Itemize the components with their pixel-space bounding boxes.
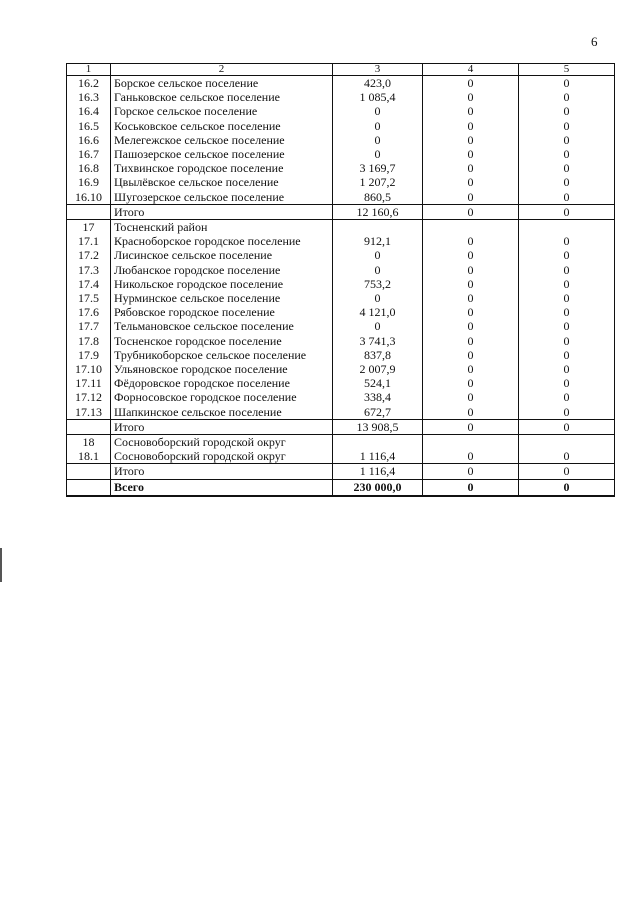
column-5-cell: 0 [519, 305, 615, 319]
row-number-cell: 16.6 [67, 133, 111, 147]
row-number-cell: 16.2 [67, 76, 111, 91]
table-row [67, 133, 615, 147]
name-cell: Итого [111, 204, 333, 219]
row-number-cell: 16.3 [67, 90, 111, 104]
column-header: 2 [111, 64, 333, 76]
table-row [67, 319, 615, 333]
name-cell: Цвылёвское сельское поселение [111, 175, 333, 189]
amount-cell: 0 [333, 119, 423, 133]
table-row [67, 234, 615, 248]
name-cell: Любанское городское поселение [111, 263, 333, 277]
amount-cell: 423,0 [333, 76, 423, 91]
column-5-cell: 0 [519, 76, 615, 91]
amount-cell: 0 [333, 291, 423, 305]
row-number-cell: 16.7 [67, 147, 111, 161]
amount-cell [333, 220, 423, 235]
column-4-cell: 0 [423, 319, 519, 333]
table-row [67, 277, 615, 291]
column-4-cell: 0 [423, 263, 519, 277]
name-cell: Тельмановское сельское поселение [111, 319, 333, 333]
name-cell: Трубникоборское сельское поселение [111, 348, 333, 362]
amount-cell: 13 908,5 [333, 419, 423, 434]
table-row [67, 175, 615, 189]
column-5-cell: 0 [519, 204, 615, 219]
name-cell: Форносовское городское поселение [111, 390, 333, 404]
subtotal-row [67, 419, 615, 434]
amount-cell: 0 [333, 319, 423, 333]
column-header: 4 [423, 64, 519, 76]
district-row [67, 435, 615, 450]
amount-cell: 1 116,4 [333, 449, 423, 464]
column-5-cell: 0 [519, 291, 615, 305]
row-number-cell: 17.12 [67, 390, 111, 404]
row-number-cell: 17.4 [67, 277, 111, 291]
column-4-cell: 0 [423, 190, 519, 205]
column-5-cell [519, 435, 615, 450]
row-number-cell: 17.13 [67, 405, 111, 420]
name-cell: Фёдоровское городское поселение [111, 376, 333, 390]
column-4-cell: 0 [423, 376, 519, 390]
column-4-cell: 0 [423, 90, 519, 104]
row-number-cell: 16.8 [67, 161, 111, 175]
row-number-cell: 17.5 [67, 291, 111, 305]
table-row [67, 449, 615, 464]
amount-cell: 0 [333, 104, 423, 118]
column-4-cell: 0 [423, 119, 519, 133]
table-row [67, 104, 615, 118]
row-number-cell: 17.2 [67, 248, 111, 262]
table-row [67, 376, 615, 390]
table-row [67, 334, 615, 348]
column-4-cell: 0 [423, 291, 519, 305]
column-4-cell: 0 [423, 204, 519, 219]
row-number-cell [67, 479, 111, 496]
column-4-cell: 0 [423, 76, 519, 91]
name-cell: Мелегежское сельское поселение [111, 133, 333, 147]
column-5-cell: 0 [519, 376, 615, 390]
column-5-cell: 0 [519, 479, 615, 496]
subtotal-row [67, 464, 615, 479]
column-5-cell: 0 [519, 277, 615, 291]
page-number: 6 [591, 34, 598, 49]
column-5-cell: 0 [519, 348, 615, 362]
column-4-cell: 0 [423, 405, 519, 420]
amount-cell: 0 [333, 147, 423, 161]
table-row [67, 161, 615, 175]
table-row [67, 305, 615, 319]
table-row [67, 405, 615, 420]
amount-cell: 338,4 [333, 390, 423, 404]
column-5-cell: 0 [519, 419, 615, 434]
column-4-cell: 0 [423, 161, 519, 175]
name-cell: Ганьковское сельское поселение [111, 90, 333, 104]
name-cell: Ульяновское городское поселение [111, 362, 333, 376]
name-cell: Сосновоборский городской округ [111, 449, 333, 464]
name-cell: Лисинское сельское поселение [111, 248, 333, 262]
row-number-cell: 16.4 [67, 104, 111, 118]
column-5-cell: 0 [519, 190, 615, 205]
column-5-cell: 0 [519, 104, 615, 118]
column-4-cell: 0 [423, 479, 519, 496]
row-number-cell: 17.6 [67, 305, 111, 319]
column-4-cell: 0 [423, 449, 519, 464]
column-4-cell: 0 [423, 175, 519, 189]
amount-cell: 753,2 [333, 277, 423, 291]
name-cell: Рябовское городское поселение [111, 305, 333, 319]
column-5-cell: 0 [519, 405, 615, 420]
amount-cell: 1 085,4 [333, 90, 423, 104]
name-cell: Никольское городское поселение [111, 277, 333, 291]
amount-cell: 2 007,9 [333, 362, 423, 376]
amount-cell: 0 [333, 248, 423, 262]
row-number-cell: 17.1 [67, 234, 111, 248]
column-5-cell: 0 [519, 464, 615, 479]
table-row [67, 76, 615, 91]
table-row [67, 348, 615, 362]
row-number-cell: 17.8 [67, 334, 111, 348]
column-4-cell: 0 [423, 464, 519, 479]
name-cell: Шугозерское сельское поселение [111, 190, 333, 205]
column-4-cell: 0 [423, 362, 519, 376]
table-row [67, 263, 615, 277]
row-number-cell [67, 419, 111, 434]
amount-cell: 837,8 [333, 348, 423, 362]
row-number-cell: 16.9 [67, 175, 111, 189]
name-cell: Тосненское городское поселение [111, 334, 333, 348]
row-number-cell: 16.10 [67, 190, 111, 205]
name-cell: Тосненский район [111, 220, 333, 235]
column-4-cell: 0 [423, 334, 519, 348]
column-4-cell: 0 [423, 147, 519, 161]
name-cell: Нурминское сельское поселение [111, 291, 333, 305]
column-4-cell: 0 [423, 248, 519, 262]
column-5-cell: 0 [519, 319, 615, 333]
column-5-cell: 0 [519, 362, 615, 376]
column-5-cell: 0 [519, 175, 615, 189]
row-number-cell: 18 [67, 435, 111, 450]
name-cell: Коськовское сельское поселение [111, 119, 333, 133]
column-4-cell: 0 [423, 348, 519, 362]
column-number-row [67, 64, 615, 76]
row-number-cell: 16.5 [67, 119, 111, 133]
district-row [67, 220, 615, 235]
column-header: 5 [519, 64, 615, 76]
name-cell: Итого [111, 419, 333, 434]
name-cell: Всего [111, 479, 333, 496]
column-4-cell: 0 [423, 419, 519, 434]
amount-cell: 4 121,0 [333, 305, 423, 319]
amount-cell: 230 000,0 [333, 479, 423, 496]
subtotal-row [67, 204, 615, 219]
row-number-cell: 17.10 [67, 362, 111, 376]
table-row [67, 119, 615, 133]
table-row [67, 362, 615, 376]
row-number-cell [67, 464, 111, 479]
column-5-cell: 0 [519, 234, 615, 248]
grand-total-row [67, 479, 615, 496]
amount-cell: 12 160,6 [333, 204, 423, 219]
amount-cell: 0 [333, 263, 423, 277]
column-5-cell: 0 [519, 449, 615, 464]
column-5-cell: 0 [519, 119, 615, 133]
row-number-cell [67, 204, 111, 219]
column-5-cell: 0 [519, 161, 615, 175]
column-4-cell: 0 [423, 104, 519, 118]
column-5-cell: 0 [519, 334, 615, 348]
column-4-cell: 0 [423, 390, 519, 404]
table-row [67, 291, 615, 305]
allocation-table [66, 63, 615, 497]
name-cell: Горское сельское поселение [111, 104, 333, 118]
column-header: 1 [67, 64, 111, 76]
column-4-cell: 0 [423, 277, 519, 291]
table-row [67, 390, 615, 404]
row-number-cell: 17.3 [67, 263, 111, 277]
table-row [67, 147, 615, 161]
amount-cell [333, 435, 423, 450]
column-header: 3 [333, 64, 423, 76]
amount-cell: 860,5 [333, 190, 423, 205]
column-4-cell [423, 220, 519, 235]
column-4-cell: 0 [423, 305, 519, 319]
amount-cell: 1 116,4 [333, 464, 423, 479]
name-cell: Пашозерское сельское поселение [111, 147, 333, 161]
amount-cell: 3 741,3 [333, 334, 423, 348]
row-number-cell: 18.1 [67, 449, 111, 464]
amount-cell: 1 207,2 [333, 175, 423, 189]
column-5-cell: 0 [519, 133, 615, 147]
name-cell: Красноборское городское поселение [111, 234, 333, 248]
row-number-cell: 17.7 [67, 319, 111, 333]
column-5-cell: 0 [519, 263, 615, 277]
column-4-cell [423, 435, 519, 450]
scan-edge-mark [0, 548, 2, 582]
name-cell: Борское сельское поселение [111, 76, 333, 91]
row-number-cell: 17.9 [67, 348, 111, 362]
row-number-cell: 17.11 [67, 376, 111, 390]
amount-cell: 912,1 [333, 234, 423, 248]
table-row [67, 190, 615, 205]
name-cell: Сосновоборский городской округ [111, 435, 333, 450]
row-number-cell: 17 [67, 220, 111, 235]
column-4-cell: 0 [423, 133, 519, 147]
amount-cell: 3 169,7 [333, 161, 423, 175]
amount-cell: 672,7 [333, 405, 423, 420]
column-4-cell: 0 [423, 234, 519, 248]
column-5-cell: 0 [519, 390, 615, 404]
table-row [67, 90, 615, 104]
column-5-cell [519, 220, 615, 235]
amount-cell: 0 [333, 133, 423, 147]
name-cell: Итого [111, 464, 333, 479]
column-5-cell: 0 [519, 248, 615, 262]
name-cell: Шапкинское сельское поселение [111, 405, 333, 420]
name-cell: Тихвинское городское поселение [111, 161, 333, 175]
column-5-cell: 0 [519, 90, 615, 104]
table-row [67, 248, 615, 262]
amount-cell: 524,1 [333, 376, 423, 390]
column-5-cell: 0 [519, 147, 615, 161]
